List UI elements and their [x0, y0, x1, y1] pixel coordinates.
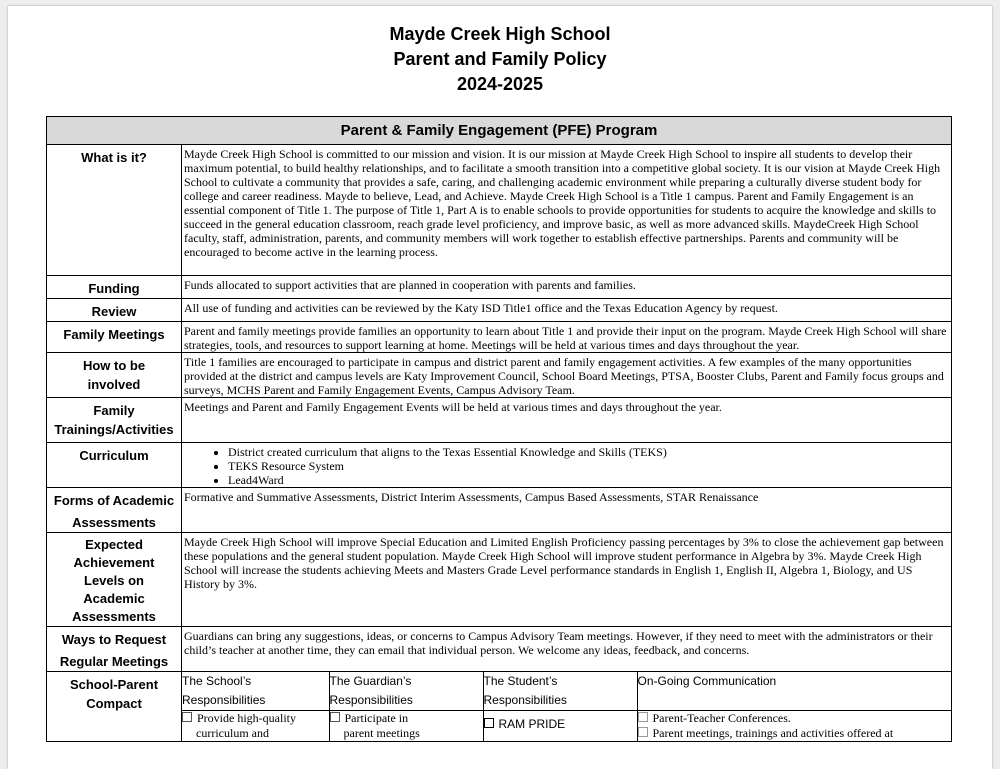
list-item: • TEKS Resource System [228, 459, 949, 473]
school-year: 2024-2025 [456, 74, 544, 94]
policy-title: Parent and Family Policy [393, 49, 607, 69]
program-title: Parent & Family Engagement (PFE) Program [47, 117, 952, 145]
ongoing-communication-cell: Parent-Teacher Conferences. Parent meetings, trainings and activities offered at [637, 711, 951, 742]
school-responsibilities-cell: Provide high-quality curriculum and [182, 711, 329, 742]
label-line: Trainings/Activities [54, 422, 174, 437]
row-family-meetings [47, 322, 952, 353]
school-name: Mayde Creek High School [389, 24, 611, 44]
label-line: Academic [83, 591, 145, 606]
label-line: Regular Meetings [59, 654, 169, 669]
row-label [47, 672, 182, 742]
label-line: involved [87, 377, 141, 392]
row-funding [47, 276, 952, 299]
row-label: Review [47, 299, 182, 322]
row-forms-of-assessments [47, 488, 952, 533]
row-ways-to-request [47, 627, 952, 672]
compact-header-row [182, 672, 951, 711]
checkbox-icon [330, 712, 340, 722]
ongoing-communication-header: On-Going Communication [637, 672, 951, 711]
row-label [47, 488, 182, 533]
label-line: Ways to Request [61, 632, 167, 647]
curriculum-list [184, 445, 949, 487]
list-item: • District created curriculum that aligns to the Texas Essential Knowledge and Skills (TEKS) [228, 445, 949, 459]
row-content: Mayde Creek High School is committed to our mission and vision. It is our mission at Mayde Creek High School to inspire all students to develop their maximum potential, to build healthy relationships, and to facilitate a smooth transition into a competitive global society. It is our vision at Mayde Creek High School to cultivate a community that provides a safe, caring, and challenging academic environment while preparing a culturally diverse student body for college and career readiness. Mayde to believe, Lead, and Achieve. Mayde Creek High School is a Title 1 campus. Parent and Family Engagement is an essential component of Title 1. The purpose of Title 1, Part A is to enable schools to provide opportunities for students to acquire the knowledge and skills to succeed in the general education classroom, reach grade level proficiency, and improve basic, as well as more advanced skills. MaydeCreek High School faculty, staff, administration, parents, and community members will work together to establish effective partnerships. Parents and community will be encouraged to become active in the learning process. [182, 145, 952, 276]
compact-content-row [182, 711, 951, 742]
row-label: What is it? [47, 145, 182, 276]
row-label [47, 627, 182, 672]
row-content: Title 1 families are encouraged to participate in campus and district parent and family engagement activities. A few examples of the many opportunities provided at the district and campus levels are Katy Improvement Council, School Board Meetings, PTSA, Booster Clubs, Parent and Family focus groups and surveys, MCHS Parent and Family Engagement Events, Campus Advisory Team. [182, 353, 952, 398]
row-expected-achievement [47, 533, 952, 627]
row-curriculum [47, 443, 952, 488]
compact-cell [182, 672, 952, 742]
label-line: How to be [82, 358, 146, 373]
label-line: Forms of Academic [53, 493, 175, 508]
row-content: Parent and family meetings provide families an opportunity to learn about Title 1 and provide their input on the program. Mayde Creek High School will share strategies, tools, and resources to support learning at home. Meetings will be held at various times and days throughout the year. [182, 322, 952, 353]
row-label: Family Meetings [47, 322, 182, 353]
row-family-trainings [47, 398, 952, 443]
school-responsibilities-header: The School’s Responsibilities [182, 672, 329, 711]
list-item: • Lead4Ward [228, 473, 949, 487]
row-label: Curriculum [47, 443, 182, 488]
label-line: Family [93, 403, 135, 418]
student-responsibilities-header: The Student’s Responsibilities [483, 672, 637, 711]
student-responsibilities-cell: RAM PRIDE [483, 711, 637, 742]
document-header [8, 22, 992, 97]
row-label [47, 353, 182, 398]
row-content: Formative and Summative Assessments, District Interim Assessments, Campus Based Assessments, STAR Renaissance [182, 488, 952, 533]
row-content: Mayde Creek High School will improve Special Education and Limited English Proficiency passing percentages by 3% to close the achievement gap between these populations and the general student population. Mayde Creek High School will improve student performance in Algebra by 3%. Mayde Creek High School will increase the students achieving Meets and Masters Grade Level performance standards in English 1, English II, Algebra 1, Biology, and US History by 3%. [182, 533, 952, 627]
row-content: Funds allocated to support activities that are planned in cooperation with parents and families. [182, 276, 952, 299]
row-content [182, 443, 952, 488]
row-what-is-it [47, 145, 952, 276]
row-label [47, 533, 182, 627]
guardian-responsibilities-header: The Guardian’s Responsibilities [329, 672, 483, 711]
checkbox-icon [638, 727, 648, 737]
row-content: Meetings and Parent and Family Engagement Events will be held at various times and days throughout the year. [182, 398, 952, 443]
program-header-row [47, 117, 952, 145]
label-line: School-Parent [69, 677, 159, 692]
compact-table [182, 672, 951, 741]
checkbox-icon [484, 718, 494, 728]
row-review [47, 299, 952, 322]
row-label: Funding [47, 276, 182, 299]
label-line: Assessments [72, 515, 156, 530]
row-label [47, 398, 182, 443]
row-content: Guardians can bring any suggestions, ideas, or concerns to Campus Advisory Team meetings. However, if they need to meet with the administrators or their child’s teacher at another time, they can email that individual person. We welcome any ideas, feedback, and concerns. [182, 627, 952, 672]
checkbox-icon [182, 712, 192, 722]
label-line: Levels on [84, 573, 144, 588]
label-line: Expected [85, 537, 143, 552]
policy-table [46, 116, 952, 742]
checkbox-icon [638, 712, 648, 722]
row-how-to-be-involved [47, 353, 952, 398]
label-line: Assessments [72, 609, 156, 624]
label-line: Achievement [73, 555, 155, 570]
document-page [8, 6, 992, 769]
row-content: All use of funding and activities can be reviewed by the Katy ISD Title1 office and the Texas Education Agency by request. [182, 299, 952, 322]
guardian-responsibilities-cell: Participate in parent meetings [329, 711, 483, 742]
label-line: Compact [86, 696, 142, 711]
row-school-parent-compact [47, 672, 952, 742]
